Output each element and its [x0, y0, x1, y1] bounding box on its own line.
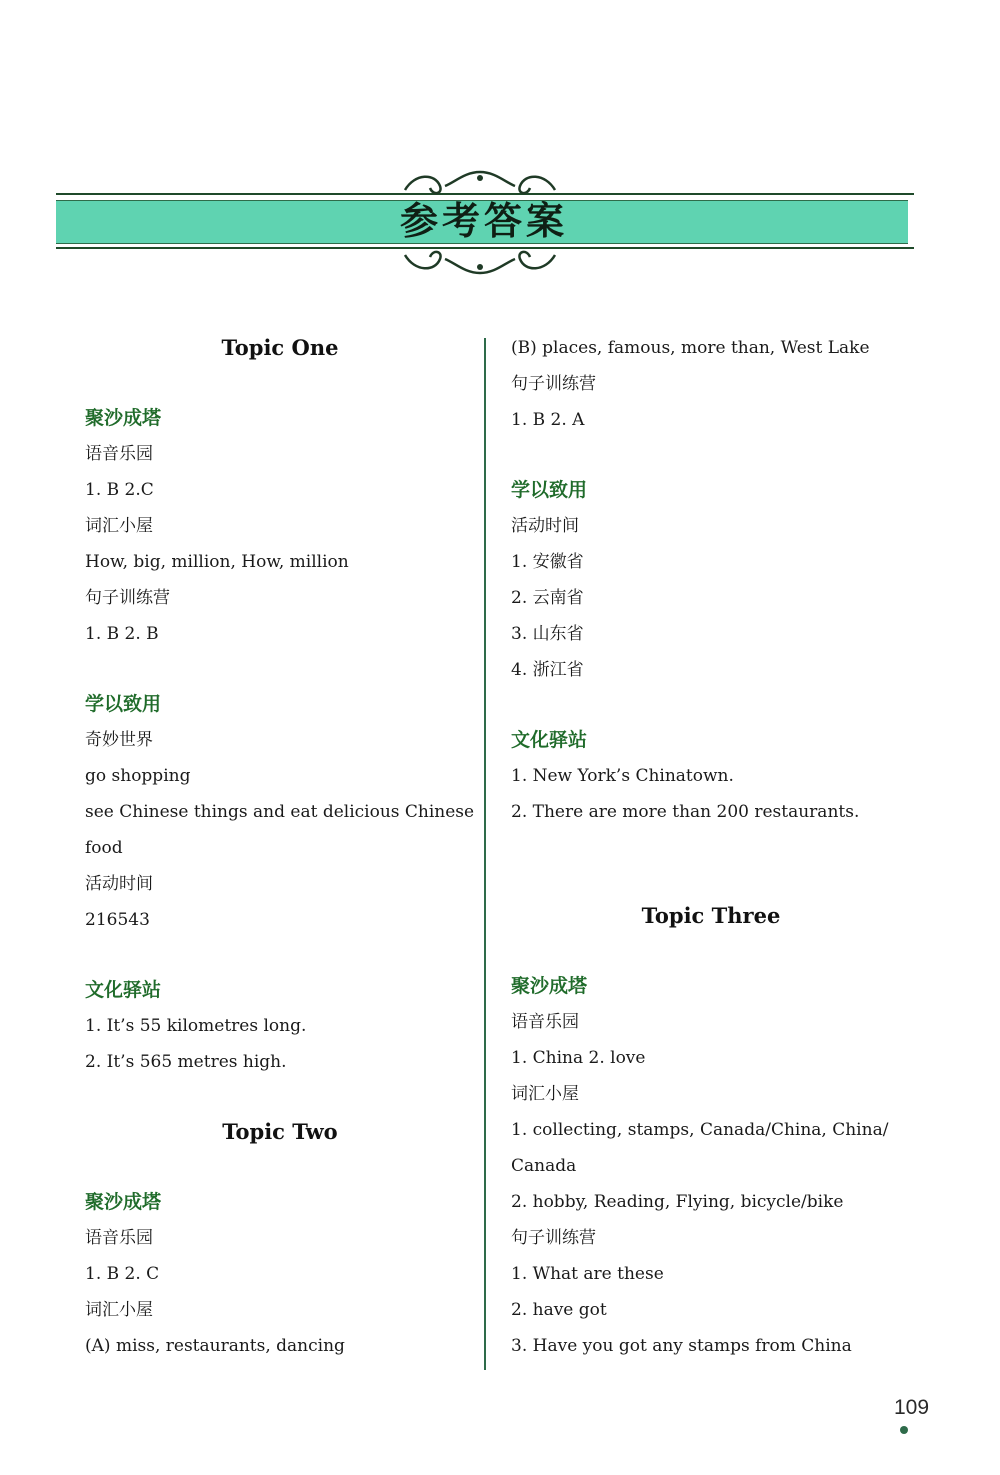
answer-line: see Chinese things and eat delicious Chinese food: [85, 802, 475, 858]
section-heading: 聚沙成塔: [85, 1191, 162, 1213]
answer-line: 2. 云南省: [511, 588, 584, 608]
answer-line: 语音乐园: [511, 1012, 579, 1032]
answer-line: 词汇小屋: [85, 516, 153, 536]
answer-line: 活动时间: [85, 874, 153, 894]
answer-line: 2. have got: [511, 1300, 607, 1320]
answer-line: 2. There are more than 200 restaurants.: [511, 802, 860, 822]
section-heading: 聚沙成塔: [85, 407, 162, 429]
answer-line: 句子训练营: [511, 1228, 596, 1248]
answer-line: 1. 安徽省: [511, 552, 584, 572]
answer-line: 1. China 2. love: [511, 1048, 646, 1068]
page-title: 参考答案: [399, 199, 568, 243]
answer-line: 1. It’s 55 kilometres long.: [85, 1016, 307, 1036]
section-heading: 文化驿站: [511, 729, 588, 751]
answer-line: 2. hobby, Reading, Flying, bicycle/bike: [511, 1192, 844, 1212]
answer-line: 语音乐园: [85, 1228, 153, 1248]
section-heading: 学以致用: [511, 479, 588, 501]
ornament-bottom-icon: [395, 247, 565, 277]
answer-line: 句子训练营: [511, 374, 596, 394]
answer-line: 1. B 2. A: [511, 410, 585, 430]
answer-line: 1. collecting, stamps, Canada/China, China/ Canada: [511, 1120, 889, 1176]
page-number: 109: [894, 1396, 930, 1419]
answer-line: 1. B 2. C: [85, 1264, 160, 1284]
answer-line: 奇妙世界: [85, 730, 153, 750]
answer-line: 词汇小屋: [511, 1084, 579, 1104]
answer-line: 1. B 2.C: [85, 480, 154, 500]
answer-line: (A) miss, restaurants, dancing: [85, 1336, 345, 1356]
section-heading: 文化驿站: [85, 979, 162, 1001]
answer-line: 1. B 2. B: [85, 624, 159, 644]
answer-line: 句子训练营: [85, 588, 170, 608]
answer-line: How, big, million, How, million: [85, 552, 349, 572]
answer-line: 2. It’s 565 metres high.: [85, 1052, 287, 1072]
answer-line: 3. Have you got any stamps from China: [511, 1336, 852, 1356]
ornament-top-icon: [395, 168, 565, 198]
column-divider: [484, 338, 486, 1370]
topic-two-title: Topic Two: [222, 1119, 338, 1144]
answer-line: 语音乐园: [85, 444, 153, 464]
answer-line: 216543: [85, 910, 150, 930]
answer-line: 3. 山东省: [511, 624, 584, 644]
answer-line: go shopping: [85, 766, 191, 786]
answer-line: (B) places, famous, more than, West Lake: [511, 338, 870, 358]
topic-one-title: Topic One: [221, 335, 339, 360]
left-column: [85, 330, 475, 1364]
answer-line: 1. What are these: [511, 1264, 664, 1284]
answer-line: 1. New York’s Chinatown.: [511, 766, 734, 786]
right-column: [511, 330, 911, 1364]
section-heading: 聚沙成塔: [511, 975, 588, 997]
answer-line: 活动时间: [511, 516, 579, 536]
answer-line: 4. 浙江省: [511, 660, 584, 680]
topic-three-title: Topic Three: [641, 903, 781, 928]
section-heading: 学以致用: [85, 693, 162, 715]
page-number-dot-icon: [900, 1426, 908, 1434]
answer-line: 词汇小屋: [85, 1300, 153, 1320]
